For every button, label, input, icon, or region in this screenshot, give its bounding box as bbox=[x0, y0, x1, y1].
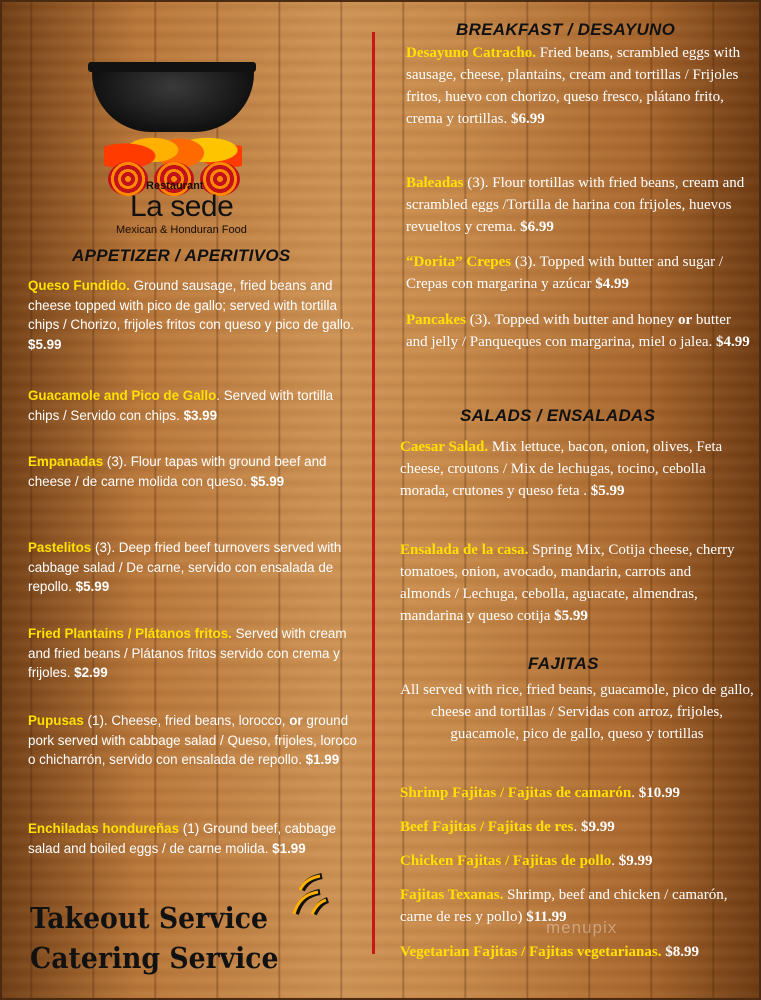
fajitas-intro: All served with rice, fried beans, guacamole, pico de gallo, cheese and tortillas / Servidas con arroz, frijoles, guacamole, pico de gallo, queso y tortillas bbox=[400, 682, 754, 742]
menu-item bbox=[400, 539, 744, 627]
item-name: Vegetarian Fajitas / Fajitas vegetarianas. bbox=[400, 944, 662, 960]
logo-tagline: Mexican & Honduran Food bbox=[116, 224, 247, 236]
item-name: Fried Plantains / Plátanos fritos. bbox=[28, 626, 232, 641]
item-price: $8.99 bbox=[665, 944, 699, 960]
item-price: $1.99 bbox=[305, 752, 340, 767]
catering-service-label: Catering Service bbox=[30, 941, 279, 975]
item-price: $5.99 bbox=[250, 473, 285, 489]
menu-item bbox=[406, 309, 750, 353]
item-name: Shrimp Fajitas / Fajitas de camarón bbox=[400, 785, 632, 801]
item-emphasis: or bbox=[289, 713, 303, 728]
item-desc: Served with cream and fried beans / Plátanos fritos servido con crema y frijoles. bbox=[28, 626, 347, 680]
item-price: $3.99 bbox=[183, 407, 218, 423]
item-desc: (3). Flour tapas with ground beef and cheese / de carne molida con queso. bbox=[28, 454, 327, 489]
item-emphasis: or bbox=[677, 312, 693, 328]
flame-icon bbox=[104, 108, 242, 168]
item-price: $5.99 bbox=[554, 608, 588, 624]
item-name: Enchiladas hondureñas bbox=[28, 821, 180, 836]
menu-item bbox=[400, 941, 744, 963]
item-desc: . bbox=[631, 785, 639, 801]
item-name: Queso Fundido. bbox=[28, 278, 130, 293]
item-price: $4.99 bbox=[595, 276, 629, 292]
item-price: $9.99 bbox=[580, 819, 615, 835]
menu-item bbox=[28, 819, 364, 858]
item-desc: (3). Topped with butter and honey bbox=[466, 312, 678, 328]
item-name: “Dorita” Crepes bbox=[406, 254, 512, 270]
column-divider bbox=[372, 32, 375, 954]
menu-item bbox=[28, 386, 364, 425]
item-price: $9.99 bbox=[618, 853, 653, 869]
item-name: Pastelitos bbox=[28, 540, 92, 555]
item-desc: Mix lettuce, bacon, onion, olives, Feta cheese, croutons / Mix de lechugas, tocino, cebolla morada, crutones y queso feta . bbox=[400, 439, 723, 499]
item-price: $6.99 bbox=[520, 219, 554, 235]
item-price: $6.99 bbox=[510, 111, 545, 127]
steam-icon bbox=[290, 870, 330, 918]
item-desc: Shrimp, beef and chicken / camarón, carne de res y pollo) bbox=[400, 887, 728, 925]
restaurant-logo bbox=[92, 62, 262, 236]
item-name: Beef Fajitas / Fajitas de res bbox=[400, 819, 574, 835]
pot-rim bbox=[88, 62, 256, 72]
item-desc-cont: butter and jelly / Panqueques con margarina, miel o jalea. bbox=[406, 312, 731, 350]
services-banner bbox=[30, 898, 279, 978]
item-price: $1.99 bbox=[272, 840, 306, 856]
item-desc: Fried beans, scrambled eggs with sausage, cheese, plantains, cream and tortillas / Frijoles fritos, huevo con chorizo, queso fresco, plátano frito, crema y tortillas. bbox=[406, 45, 741, 127]
item-desc-cont: ground pork served with cabbage salad / Queso, frijoles, loroco o chicharrón, servido con ensalada de repollo. bbox=[28, 713, 357, 767]
item-desc: . bbox=[573, 819, 581, 835]
breakfast-title: BREAKFAST / DESAYUNO bbox=[456, 20, 676, 39]
item-desc: (3). Flour tortillas with fried beans, cream and scrambled eggs /Tortilla de harina con frijoles, huevos revueltos y crema. bbox=[406, 175, 745, 235]
menu-item bbox=[28, 276, 364, 354]
item-name: Fajitas Texanas. bbox=[400, 887, 504, 903]
menu-item bbox=[406, 251, 750, 295]
item-name: Baleadas bbox=[406, 175, 464, 191]
item-desc: . Served with tortilla chips / Servido con chips. bbox=[28, 388, 334, 423]
logo-restaurant-label: Restaurant bbox=[146, 180, 204, 192]
logo-name: La sede bbox=[130, 190, 234, 223]
item-price: $11.99 bbox=[526, 909, 567, 925]
item-desc: Spring Mix, Cotija cheese, cherry tomatoes, onion, avocado, mandarin, carrots and almonds / Lechuga, cebolla, aguacate, almendras, mandarina y queso cotija bbox=[400, 542, 735, 624]
item-price: $4.99 bbox=[716, 334, 750, 350]
item-price: $2.99 bbox=[74, 665, 108, 680]
item-price: $5.99 bbox=[590, 483, 625, 499]
watermark: menupix bbox=[546, 918, 618, 937]
menu-item bbox=[28, 624, 364, 683]
menu-item bbox=[28, 711, 364, 770]
item-desc: Ground sausage, fried beans and cheese topped with pico de gallo; served with tortilla chips / Chorizo, frijoles fritos con queso y pico de gallo. bbox=[28, 278, 354, 332]
item-desc: (1). Cheese, fried beans, lorocco, bbox=[83, 713, 290, 728]
menu-item bbox=[400, 816, 744, 838]
takeout-service-label: Takeout Service bbox=[30, 901, 269, 935]
item-name: Pupusas bbox=[28, 713, 84, 728]
fajitas-title: FAJITAS bbox=[528, 654, 599, 673]
appetizer-title: APPETIZER / APERITIVOS bbox=[72, 246, 291, 265]
item-name: Caesar Salad. bbox=[400, 439, 489, 455]
item-desc: . bbox=[611, 853, 619, 869]
item-desc: (1) Ground beef, cabbage salad and boiled eggs / de carne molida. bbox=[28, 821, 337, 856]
item-name: Desayuno Catracho. bbox=[406, 45, 536, 61]
item-name: Ensalada de la casa. bbox=[400, 542, 529, 558]
item-name: Empanadas bbox=[28, 454, 104, 469]
salads-title: SALADS / ENSALADAS bbox=[460, 406, 656, 425]
item-price: $10.99 bbox=[638, 785, 680, 801]
item-price: $5.99 bbox=[28, 336, 62, 352]
item-desc: (3). Topped with butter and sugar / Crepas con margarina y azúcar bbox=[406, 254, 724, 292]
item-desc: (3). Deep fried beef turnovers served with cabbage salad / De carne, servido con ensalada de repollo. bbox=[28, 540, 342, 594]
menu-item bbox=[28, 538, 364, 597]
item-name: Guacamole and Pico de Gallo bbox=[28, 388, 217, 403]
menu-item bbox=[406, 172, 750, 238]
item-name: Pancakes bbox=[406, 312, 466, 328]
menu-item bbox=[400, 782, 744, 804]
item-price: $5.99 bbox=[75, 579, 110, 594]
item-name: Chicken Fajitas / Fajitas de pollo bbox=[400, 853, 612, 869]
menu-item bbox=[400, 436, 744, 502]
menu-item bbox=[28, 452, 364, 491]
menu-item bbox=[400, 850, 744, 872]
menu-item bbox=[406, 42, 750, 130]
